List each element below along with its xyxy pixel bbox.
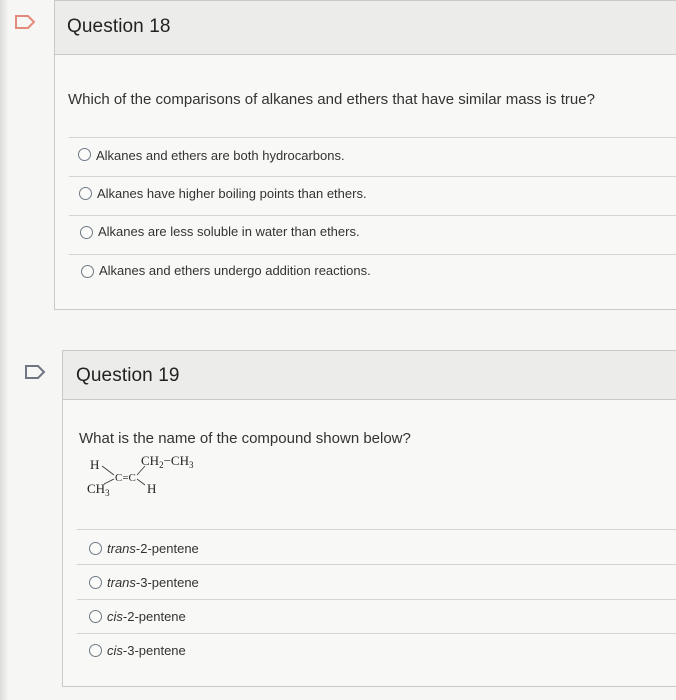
isomer-suffix: -3-pentene	[122, 643, 186, 658]
radio-icon[interactable]	[79, 187, 92, 200]
bond-line	[102, 466, 114, 475]
answer-option[interactable]	[69, 137, 676, 176]
isomer-suffix: -2-pentene	[135, 541, 199, 556]
answer-option[interactable]	[69, 176, 676, 215]
radio-icon[interactable]	[89, 542, 102, 555]
answer-label	[107, 643, 186, 658]
answer-option[interactable]	[77, 564, 676, 599]
atom-h-bottom-right: H	[147, 481, 157, 496]
question-prompt: What is the name of the compound shown below?	[79, 430, 411, 447]
bond-line	[137, 479, 145, 485]
answer-label: Alkanes are less soluble in water than ethers.	[98, 224, 360, 239]
atom-ch3-bottom-left: $CH_3$	[87, 481, 110, 498]
answer-label	[107, 541, 199, 556]
answer-label	[107, 609, 186, 624]
question-header	[55, 1, 676, 55]
answer-label: Alkanes and ethers undergo addition reactions.	[99, 263, 371, 278]
radio-icon[interactable]	[78, 148, 91, 161]
question-18	[54, 0, 676, 310]
isomer-prefix: cis	[107, 609, 123, 624]
answer-label: Alkanes have higher boiling points than ethers.	[97, 186, 367, 201]
atom-h-top-left: H	[90, 457, 100, 472]
question-prompt: Which of the comparisons of alkanes and ethers that have similar mass is true?	[68, 91, 595, 108]
isomer-prefix: cis	[107, 643, 123, 658]
atom-ch2ch3-top-right: $CH_2-CH_3$	[141, 453, 194, 470]
isomer-prefix: trans	[107, 541, 136, 556]
radio-icon[interactable]	[80, 226, 93, 239]
radio-icon[interactable]	[89, 610, 102, 623]
question-title: Question 18	[67, 16, 171, 37]
answer-label	[107, 575, 199, 590]
radio-icon[interactable]	[89, 576, 102, 589]
isomer-prefix: trans	[107, 575, 136, 590]
flag-icon[interactable]	[14, 15, 36, 29]
radio-icon[interactable]	[89, 644, 102, 657]
radio-icon[interactable]	[81, 265, 94, 278]
bond-line	[104, 479, 114, 484]
chemical-structure	[85, 451, 205, 506]
answer-option[interactable]	[77, 529, 676, 564]
question-header	[63, 351, 676, 400]
isomer-suffix: -2-pentene	[122, 609, 186, 624]
answer-label: Alkanes and ethers are both hydrocarbons.	[96, 148, 345, 163]
question-19	[62, 350, 676, 687]
isomer-suffix: -3-pentene	[135, 575, 199, 590]
answer-option[interactable]	[77, 633, 676, 668]
double-bond-label: C=C	[115, 472, 136, 484]
flag-icon[interactable]	[24, 365, 46, 379]
page-edge	[0, 0, 8, 700]
answer-option[interactable]	[69, 254, 676, 293]
answer-option[interactable]	[77, 599, 676, 634]
question-title: Question 19	[76, 365, 180, 386]
answer-option[interactable]	[69, 215, 676, 254]
